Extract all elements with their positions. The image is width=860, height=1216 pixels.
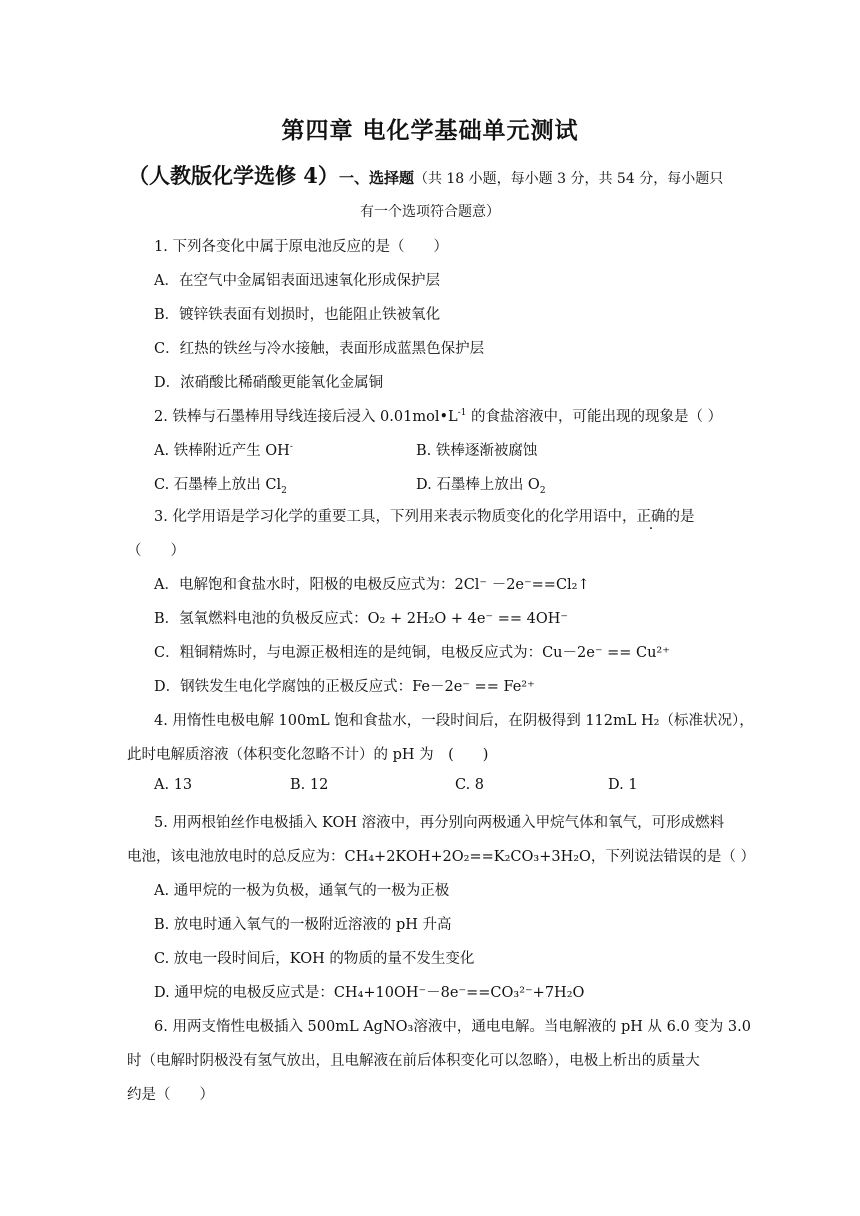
question-5-stem-a: 5. 用两根铂丝作电极插入 KOH 溶液中，再分别向两极通入甲烷气体和氧气，可形成燃料 [154,815,725,831]
question-2-stem-sup: -1 [457,408,467,419]
question-3-option-b: B．氢氧燃料电池的负极反应式：O₂ + 2H₂O + 4e⁻ == 4OH⁻ [154,611,569,627]
page-title: 第四章 电化学基础单元测试 [281,117,579,144]
question-3-option-d: D．钢铁发生电化学腐蚀的正极反应式：Fe－2e⁻ == Fe²⁺ [154,679,535,695]
question-3-option-c: C．粗铜精炼时，与电源正极相连的是纯铜，电极反应式为：Cu－2e⁻ == Cu²⁺ [154,645,670,661]
question-4-stem-b: 此时电解质溶液（体积变化忽略不计）的 pH 为 ( ) [127,747,489,763]
question-3-stem [154,505,694,526]
question-2-option-c [154,473,287,494]
question-2-option-a-sup: - [289,442,293,453]
question-2-option-c-sub: 2 [281,485,287,496]
question-6-stem-c: 约是（ ） [127,1087,214,1103]
subtitle: （人教版化学选修 4） [128,163,339,188]
question-2-option-d-sub: 2 [539,485,546,496]
question-5-option-a: A. 通甲烷的一极为负极，通氧气的一极为正极 [154,883,450,899]
question-2-stem-b: 的食盐溶液中，可能出现的现象是（ ） [466,409,723,425]
question-4-option-b: B. 12 [290,777,329,793]
question-5-stem-b: 电池，该电池放电时的总反应为：CH₄+2KOH+2O₂==K₂CO₃+3H₂O，下列说法错误的是（ ） [127,849,756,865]
subtitle-line [128,160,748,190]
question-4-option-d: D. 1 [608,777,638,793]
question-2-option-d-text: D. 石墨棒上放出 O [416,477,540,493]
question-3-stem-b: 的是 [665,509,695,525]
question-1-option-d: D．浓硝酸比稀硝酸更能氧化金属铜 [154,375,384,391]
question-4-option-a: A. 13 [154,777,193,793]
question-2-option-b: B. 铁棒逐渐被腐蚀 [416,443,538,459]
question-2-option-c-text: C. 石墨棒上放出 Cl [154,477,282,493]
question-1-option-c: C．红热的铁丝与冷水接触，表面形成蓝黑色保护层 [154,341,485,357]
question-5-option-d: D. 通甲烷的电极反应式是：CH₄+10OH⁻－8e⁻==CO₃²⁻+7H₂O [154,985,585,1001]
question-3-emphasis: 正确 [636,509,666,525]
section-note-continued: 有一个选项符合题意） [360,204,500,220]
question-3-stem-a: 3. 化学用语是学习化学的重要工具，下列用来表示物质变化的化学用语中， [154,509,637,525]
question-4-option-c: C. 8 [455,777,485,793]
question-5-option-b: B. 放电时通入氧气的一极附近溶液的 pH 升高 [154,917,452,933]
question-5-option-c: C. 放电一段时间后，KOH 的物质的量不发生变化 [154,951,475,967]
section-note: （共 18 小题，每小题 3 分，共 54 分，每小题只 [413,171,724,187]
question-2-stem [154,405,722,426]
question-3-option-a: A．电解饱和食盐水时，阳极的电极反应式为：2Cl⁻ －2e⁻==Cl₂↑ [154,577,590,593]
question-1-option-a: A．在空气中金属铝表面迅速氧化形成保护层 [154,273,440,289]
question-2-option-a [154,439,293,460]
question-6-stem-b: 时（电解时阴极没有氢气放出，且电解液在前后体积变化可以忽略），电极上析出的质量大 [127,1053,700,1069]
question-2-option-a-text: A. 铁棒附近产生 OH [154,443,290,459]
question-1-option-b: B．镀锌铁表面有划损时，也能阻止铁被氧化 [154,307,441,323]
question-6-stem-a: 6. 用两支惰性电极插入 500mL AgNO₃溶液中，通电电解。当电解液的 pH 从 6.0 变为 3.0 [154,1019,751,1035]
question-2-option-d [416,473,546,494]
question-2-stem-a: 2. 铁棒与石墨棒用导线连接后浸入 0.01mol•L [154,409,458,425]
question-3-stem-paren: （ ） [127,543,185,559]
section-label: 一、选择题 [338,169,414,187]
question-1-stem: 1. 下列各变化中属于原电池反应的是（ ） [154,239,448,255]
question-4-stem-a: 4. 用惰性电极电解 100mL 饱和食盐水，一段时间后，在阴极得到 112mL H₂（标准状况）， [154,713,754,729]
